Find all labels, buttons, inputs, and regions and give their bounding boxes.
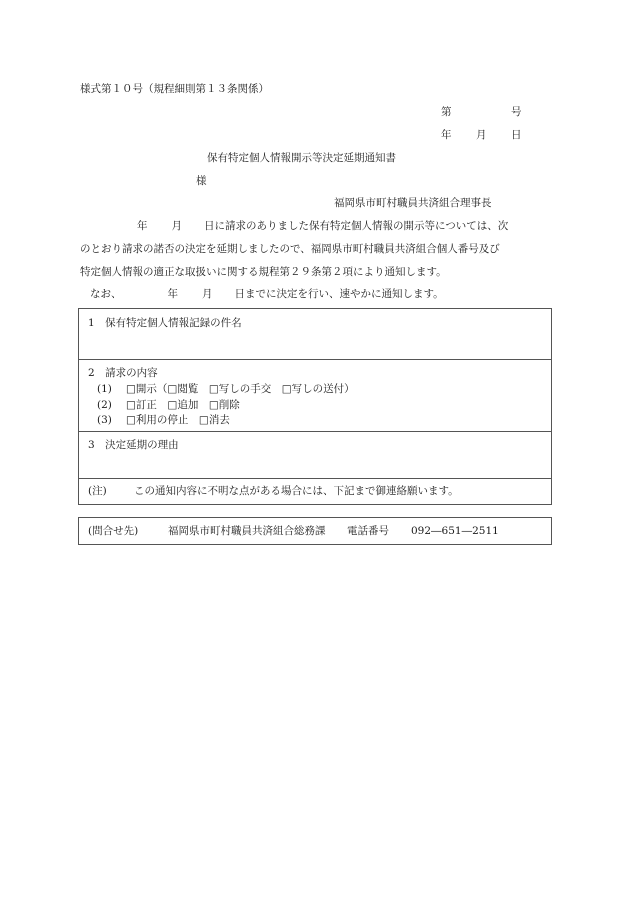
body-line-3: 特定個人情報の適正な取扱いに関する規程第２９条第２項により通知します。 xyxy=(80,266,447,278)
contact-organization: 福岡県市町村職員共済組合総務課 xyxy=(168,525,326,537)
contact-phone-label: 電話番号 xyxy=(347,525,389,537)
note-label: (注) xyxy=(88,485,107,497)
record-title-heading: 1 保有特定個人情報記録の件名 xyxy=(88,317,242,329)
deadline-year-label: 年 xyxy=(167,288,178,300)
record-title-section xyxy=(79,309,551,360)
request-option-3: □利用の停止 □消去 xyxy=(126,414,230,426)
document-title: 保有特定個人情報開示等決定延期通知書 xyxy=(207,152,396,164)
body-year-label: 年 xyxy=(137,220,148,232)
date-month-label: 月 xyxy=(476,129,487,141)
delay-reason-section xyxy=(79,432,551,479)
request-option-1: □開示（□閲覧 □写しの手交 □写しの送付） xyxy=(126,383,355,395)
body-line-2: のとおり請求の諾否の決定を延期しましたので、福岡県市町村職員共済組合個人番号及び xyxy=(80,243,500,255)
request-option-2-number: (2) xyxy=(97,399,112,411)
contact-box xyxy=(78,517,552,545)
body-line-4-text: 日までに決定を行い、速やかに通知します。 xyxy=(234,288,444,300)
contact-label: (問合せ先) xyxy=(88,525,139,537)
request-option-1-number: (1) xyxy=(97,383,112,395)
date-year-label: 年 xyxy=(441,129,452,141)
contact-phone-number: 092―651―2511 xyxy=(411,525,499,537)
form-number: 様式第１０号（規程細則第１３条関係） xyxy=(80,83,269,95)
request-option-3-number: (3) xyxy=(97,414,112,426)
document-number-prefix: 第 xyxy=(441,106,452,118)
delay-reason-heading: 3 決定延期の理由 xyxy=(88,439,179,451)
request-content-heading: 2 請求の内容 xyxy=(88,367,158,379)
request-option-2: □訂正 □追加 □削除 xyxy=(126,399,240,411)
document-number-suffix: 号 xyxy=(511,106,522,118)
details-table xyxy=(78,308,552,505)
addressee-honorific: 様 xyxy=(196,175,207,187)
request-content-section xyxy=(79,360,551,432)
body-month-label: 月 xyxy=(171,220,182,232)
body-line-1-text: 日に請求のありました保有特定個人情報の開示等については、次 xyxy=(204,220,509,232)
issuer-name: 福岡県市町村職員共済組合理事長 xyxy=(334,197,492,209)
note-text: この通知内容に不明な点がある場合には、下記まで御連絡願います。 xyxy=(134,485,459,497)
date-day-label: 日 xyxy=(511,129,522,141)
note-section xyxy=(79,479,551,505)
body-line-4-prefix: なお、 xyxy=(90,288,122,300)
body-line-4 xyxy=(80,289,444,300)
deadline-month-label: 月 xyxy=(202,288,213,300)
body-line-1 xyxy=(80,221,508,232)
